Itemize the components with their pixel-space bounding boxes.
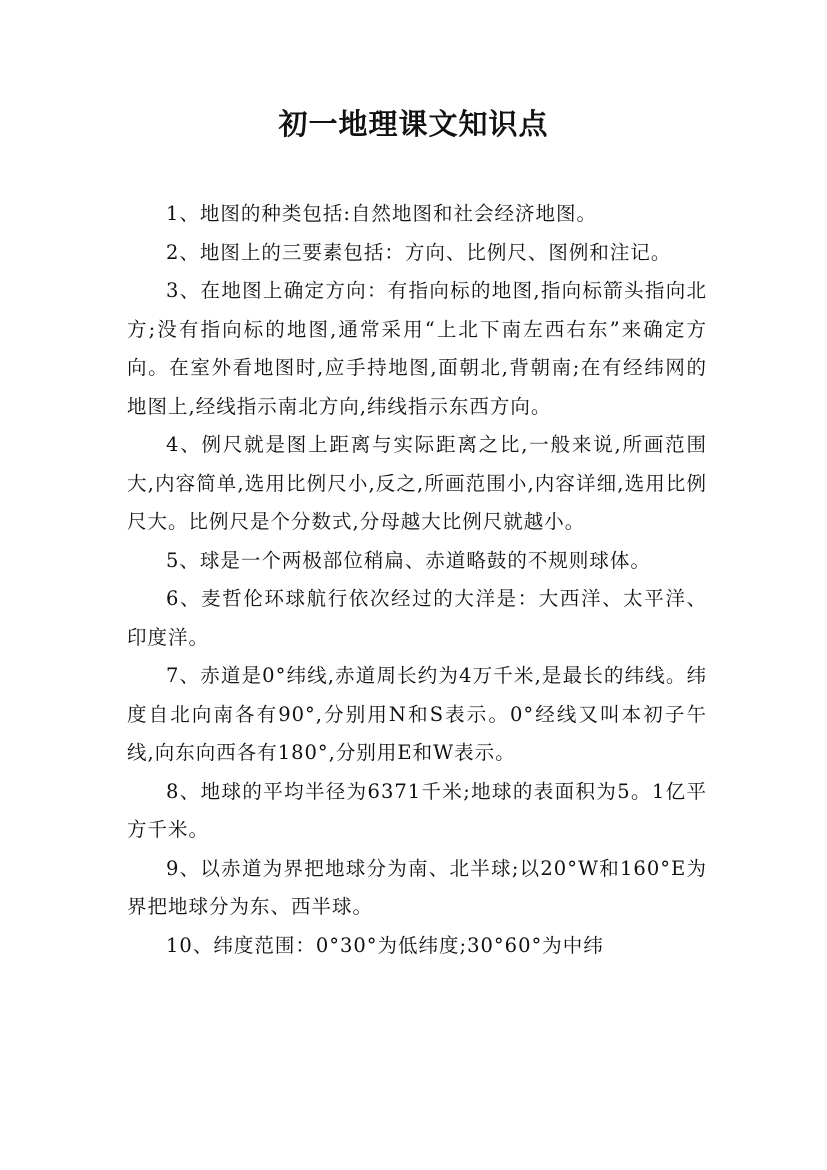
paragraph-2: 2、地图上的三要素包括：方向、比例尺、图例和注记。 bbox=[166, 240, 672, 264]
paragraph-10: 10、纬度范围：0°30°为低纬度;30°60°为中纬 bbox=[166, 933, 604, 957]
document-body bbox=[127, 195, 707, 965]
paragraph-4: 4、例尺就是图上距离与实际距离之比,一般来说,所画范围大,内容简单,选用比例尺小,反之,所画范围小,内容详细,选用比例尺大。比例尺是个分数式,分母越大比例尺就越小。 bbox=[127, 433, 707, 533]
paragraph-5: 5、球是一个两极部位稍扁、赤道略鼓的不规则球体。 bbox=[166, 548, 651, 572]
paragraph-6: 6、麦哲伦环球航行依次经过的大洋是：大西洋、太平洋、印度洋。 bbox=[127, 587, 707, 649]
paragraph-7: 7、赤道是0°纬线,赤道周长约为4万千米,是最长的纬线。纬度自北向南各有90°,分别用N和S表示。0°经线又叫本初子午线,向东向西各有180°,分别用E和W表示。 bbox=[127, 664, 707, 764]
paragraph-9: 9、以赤道为界把地球分为南、北半球;以20°W和160°E为界把地球分为东、西半球。 bbox=[127, 856, 707, 918]
paragraph-1: 1、地图的种类包括:自然地图和社会经济地图。 bbox=[166, 202, 597, 225]
document-title: 初一地理课文知识点 bbox=[278, 107, 549, 141]
paragraph-3: 3、在地图上确定方向：有指向标的地图,指向标箭头指向北方;没有指向标的地图,通常采用“上北下南左西右东”来确定方向。在室外看地图时,应手持地图,面朝北,背朝南;在有经纬网的地图上,经线指示南北方向,纬线指示东西方向。 bbox=[127, 279, 707, 418]
paragraph-8: 8、地球的平均半径为6371千米;地球的表面积为5。1亿平方千米。 bbox=[127, 779, 707, 841]
